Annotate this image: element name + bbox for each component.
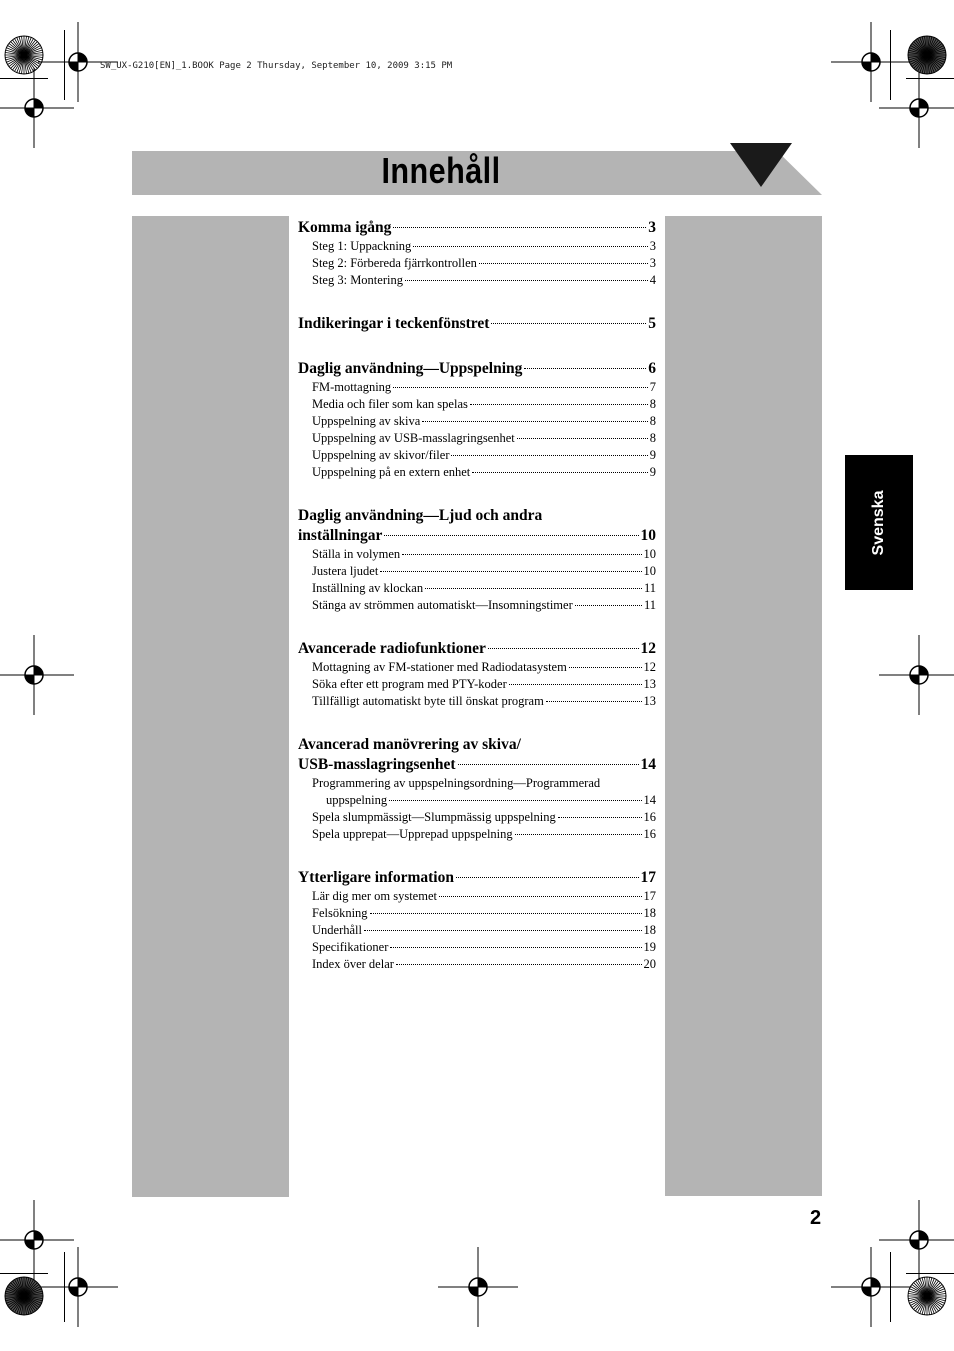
leader-dots <box>524 368 646 369</box>
toc-item-title: Justera ljudet <box>312 564 379 578</box>
crop-line <box>906 1273 954 1274</box>
leader-dots <box>364 930 642 931</box>
toc-item[interactable] <box>298 693 656 710</box>
toc-item-page: 7 <box>649 380 656 394</box>
toc-item[interactable] <box>298 580 656 597</box>
toc-section-entry[interactable] <box>298 755 656 775</box>
toc-item[interactable] <box>298 464 656 481</box>
toc-item-page: 10 <box>643 547 656 561</box>
crosshair-icon <box>879 635 954 715</box>
toc-item[interactable] <box>298 809 656 826</box>
leader-dots <box>458 764 639 765</box>
toc-item-page: 3 <box>649 239 656 253</box>
starburst-icon <box>907 1276 947 1316</box>
leader-dots <box>425 588 642 589</box>
starburst-icon <box>4 1276 44 1316</box>
toc-item-page: 17 <box>643 889 656 903</box>
toc-item[interactable] <box>298 888 656 905</box>
toc-section-page: 3 <box>648 219 656 236</box>
toc-section-title: Avancerade radiofunktioner <box>298 640 486 657</box>
toc-item-title: FM-mottagning <box>312 380 392 394</box>
toc-item[interactable] <box>298 546 656 563</box>
leader-dots <box>370 913 642 914</box>
leader-dots <box>456 877 639 878</box>
leader-dots <box>558 817 642 818</box>
toc-item-page: 3 <box>649 256 656 270</box>
leader-dots <box>515 834 642 835</box>
leader-dots <box>517 438 648 439</box>
toc-item-title: Uppspelning på en extern enhet <box>312 465 471 479</box>
toc-item[interactable] <box>298 905 656 922</box>
toc-item[interactable] <box>298 255 656 272</box>
toc-section <box>298 359 656 481</box>
toc-item[interactable] <box>298 447 656 464</box>
toc-item-title: Steg 1: Uppackning <box>312 239 412 253</box>
toc-item[interactable] <box>298 659 656 676</box>
toc-item[interactable] <box>298 939 656 956</box>
toc-item[interactable] <box>298 922 656 939</box>
table-of-contents <box>298 218 656 998</box>
toc-section-entry[interactable] <box>298 639 656 659</box>
toc-item-page: 11 <box>643 598 656 612</box>
toc-item-page: 13 <box>643 677 656 691</box>
toc-item-title: Uppspelning av skivor/filer <box>312 448 450 462</box>
leader-dots <box>402 554 641 555</box>
toc-item-title: Stänga av strömmen automatiskt—Insomningstimer <box>312 598 573 612</box>
corner-triangle-icon <box>730 143 792 187</box>
toc-item-title: Steg 2: Förbereda fjärrkontrollen <box>312 256 477 270</box>
toc-section <box>298 314 656 334</box>
leader-dots <box>491 323 646 324</box>
starburst-icon <box>907 35 947 75</box>
leader-dots <box>393 387 648 388</box>
toc-item-title: Tillfälligt automatiskt byte till önskat program <box>312 694 544 708</box>
toc-item-page: 9 <box>649 465 656 479</box>
leader-dots <box>509 684 642 685</box>
crosshair-icon <box>0 635 74 715</box>
toc-item-page: 8 <box>649 431 656 445</box>
left-gray-column <box>132 216 289 1197</box>
toc-section-page: 10 <box>640 527 656 544</box>
crop-line <box>890 1252 891 1322</box>
toc-item-page: 4 <box>649 273 656 287</box>
leader-dots <box>393 227 646 228</box>
toc-item-page: 10 <box>643 564 656 578</box>
toc-section <box>298 735 656 843</box>
toc-item-title: Uppspelning av USB-masslagringsenhet <box>312 431 515 445</box>
toc-item[interactable] <box>298 792 656 809</box>
toc-item[interactable] <box>298 676 656 693</box>
toc-item-page: 8 <box>649 414 656 428</box>
toc-item[interactable] <box>298 379 656 396</box>
crop-line <box>0 78 48 79</box>
toc-item-title: Inställning av klockan <box>312 581 424 595</box>
toc-item-title: Mottagning av FM-stationer med Radiodatasystem <box>312 660 567 674</box>
leader-dots <box>380 571 641 572</box>
toc-item-title: Underhåll <box>312 923 362 937</box>
language-tab[interactable] <box>845 455 913 590</box>
leader-dots <box>479 263 648 264</box>
toc-item-title: Steg 3: Montering <box>312 273 403 287</box>
toc-section-entry[interactable] <box>298 314 656 334</box>
crop-line <box>890 30 891 100</box>
toc-item-title: Uppspelning av skiva <box>312 414 421 428</box>
starburst-icon <box>4 35 44 75</box>
leader-dots <box>439 896 642 897</box>
toc-section-title: USB-masslagringsenhet <box>298 756 456 773</box>
toc-item[interactable] <box>298 597 656 614</box>
leader-dots <box>384 535 638 536</box>
leader-dots <box>405 280 648 281</box>
toc-item-page: 11 <box>643 581 656 595</box>
crop-line <box>906 78 954 79</box>
right-gray-column <box>665 216 822 1196</box>
crosshair-icon <box>0 68 74 148</box>
toc-item-page: 18 <box>643 906 656 920</box>
toc-item-page: 13 <box>643 694 656 708</box>
toc-section <box>298 506 656 614</box>
leader-dots <box>575 605 642 606</box>
toc-item[interactable] <box>298 272 656 289</box>
toc-item-page: 19 <box>643 940 656 954</box>
toc-item[interactable] <box>298 238 656 255</box>
toc-item-page: 20 <box>643 957 656 971</box>
toc-section-page: 17 <box>640 869 656 886</box>
leader-dots <box>546 701 642 702</box>
toc-item-title: Specifikationer <box>312 940 389 954</box>
leader-dots <box>472 472 647 473</box>
leader-dots <box>488 648 639 649</box>
crop-line <box>64 1252 65 1322</box>
toc-section-page: 5 <box>648 315 656 332</box>
leader-dots <box>422 421 647 422</box>
toc-section-page: 14 <box>640 756 656 773</box>
toc-item-page: 16 <box>643 810 656 824</box>
toc-item[interactable] <box>298 956 656 973</box>
toc-section-title: Indikeringar i teckenfönstret <box>298 315 490 332</box>
toc-section-entry[interactable] <box>298 868 656 888</box>
toc-section-entry[interactable] <box>298 359 656 379</box>
toc-section <box>298 218 656 289</box>
toc-section-title: Komma igång <box>298 219 392 236</box>
toc-item-title: Söka efter ett program med PTY-koder <box>312 677 507 691</box>
toc-item-page: 12 <box>643 660 656 674</box>
toc-item[interactable] <box>298 396 656 413</box>
toc-section-entry[interactable] <box>298 526 656 546</box>
toc-item-page: 16 <box>643 827 656 841</box>
toc-item-title: Ställa in volymen <box>312 547 401 561</box>
toc-section-title-line: Avancerad manövrering av skiva/ <box>298 736 521 753</box>
toc-item-page: 9 <box>649 448 656 462</box>
toc-item-title: Lär dig mer om systemet <box>312 889 437 903</box>
title-holder <box>132 151 822 195</box>
toc-item-title: Felsökning <box>312 906 368 920</box>
toc-item-page: 18 <box>643 923 656 937</box>
leader-dots <box>389 800 641 801</box>
toc-section-title-line: Daglig användning—Ljud och andra <box>298 507 543 524</box>
toc-item-title: Index över delar <box>312 957 394 971</box>
toc-item-title-line: Programmering av uppspelningsordning—Programmerad <box>312 776 601 790</box>
toc-item-title: Spela upprepat—Upprepad uppspelning <box>312 827 513 841</box>
toc-section-entry[interactable] <box>298 218 656 238</box>
leader-dots <box>413 246 647 247</box>
toc-section-title: inställningar <box>298 527 383 544</box>
toc-section <box>298 639 656 710</box>
crosshair-icon <box>38 1247 118 1327</box>
toc-item[interactable] <box>298 826 656 843</box>
toc-item[interactable] <box>298 413 656 430</box>
toc-item-title: Spela slumpmässigt—Slumpmässig uppspelning <box>312 810 556 824</box>
leader-dots <box>390 947 641 948</box>
toc-section <box>298 868 656 973</box>
toc-item-title: uppspelning <box>326 793 388 807</box>
leader-dots <box>451 455 647 456</box>
leader-dots <box>396 964 642 965</box>
crop-line <box>64 30 65 100</box>
page-number: 2 <box>810 1207 822 1229</box>
toc-section-title: Ytterligare information <box>298 869 454 886</box>
crop-line <box>0 1273 48 1274</box>
file-info-header: SW_UX-G210[EN]_1.BOOK Page 2 Thursday, September 10, 2009 3:15 PM <box>100 61 453 71</box>
toc-item[interactable] <box>298 563 656 580</box>
crosshair-icon <box>438 1247 518 1327</box>
leader-dots <box>569 667 642 668</box>
page-title: Innehåll <box>381 150 501 191</box>
toc-section-title: Daglig användning—Uppspelning <box>298 360 523 377</box>
language-tab-label: Svenska <box>870 490 887 555</box>
toc-item-title: Media och filer som kan spelas <box>312 397 468 411</box>
leader-dots <box>470 404 648 405</box>
toc-item-page: 14 <box>643 793 656 807</box>
toc-section-page: 6 <box>648 360 656 377</box>
toc-item[interactable] <box>298 430 656 447</box>
crosshair-icon <box>831 1247 911 1327</box>
toc-item-page: 8 <box>649 397 656 411</box>
toc-section-page: 12 <box>640 640 656 657</box>
